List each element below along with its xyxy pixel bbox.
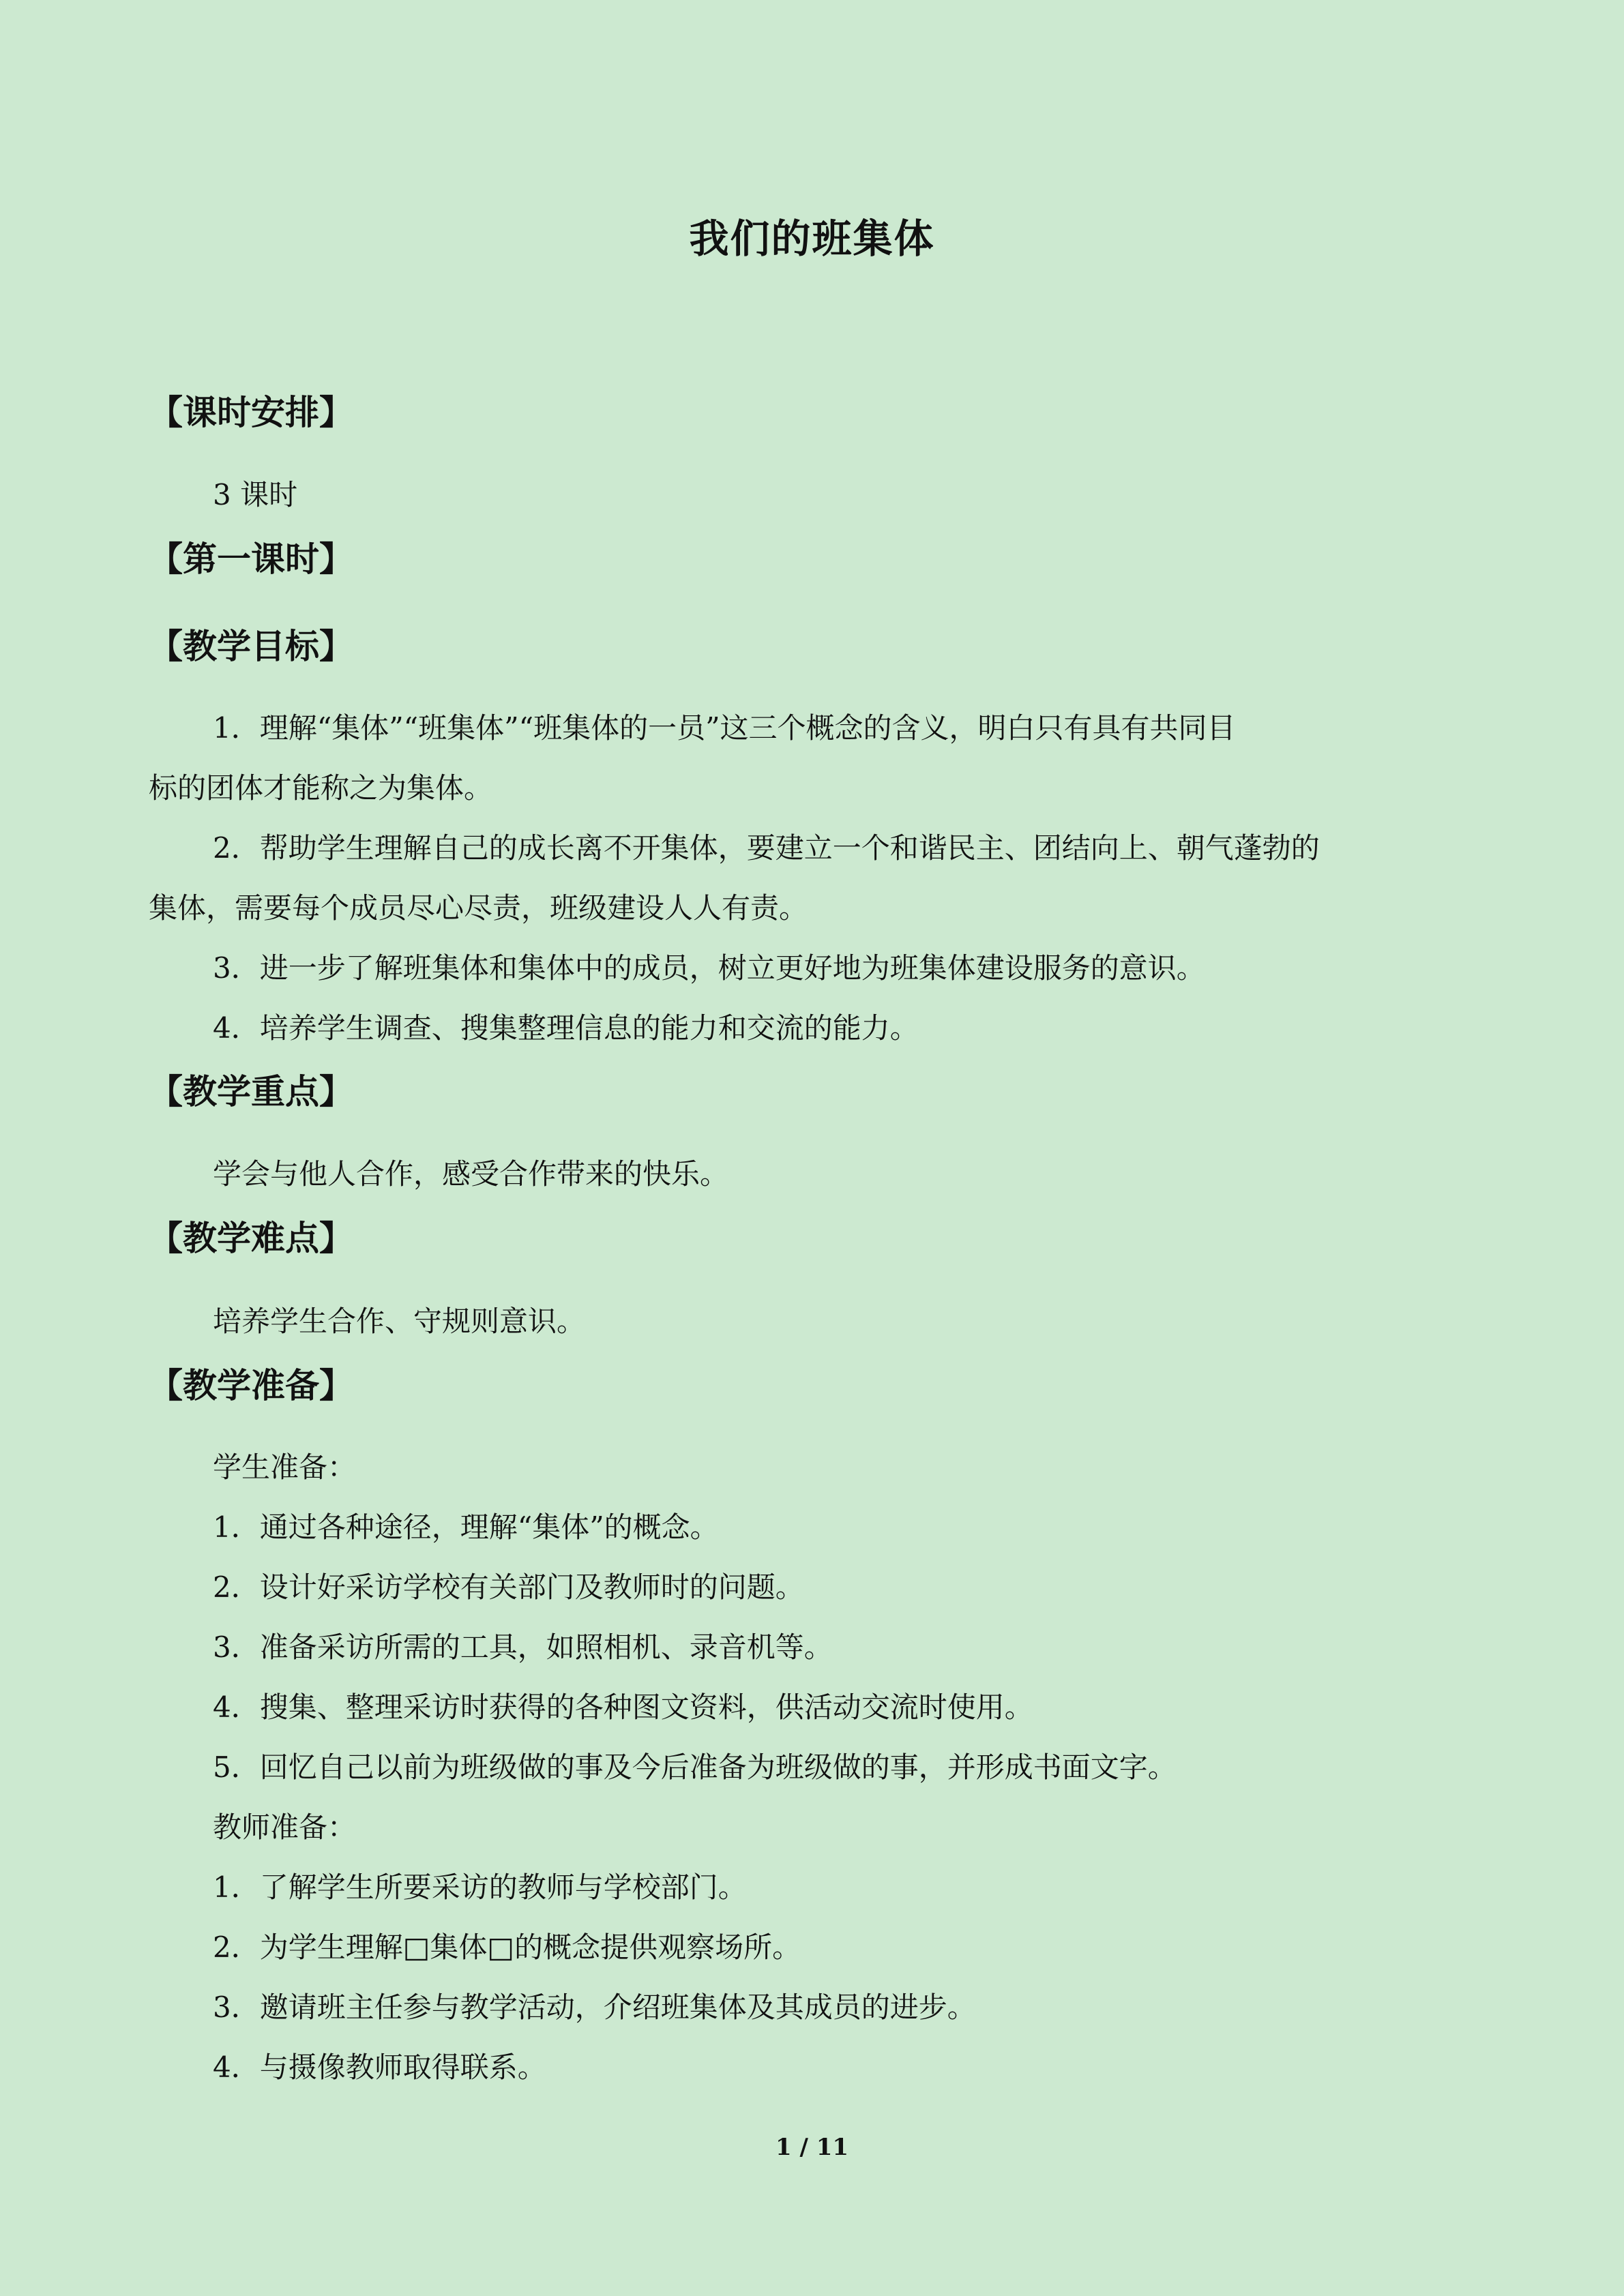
student-preparation-label: 学生准备： — [213, 1450, 357, 1484]
heading-objectives: 【教学目标】 — [149, 627, 353, 666]
student-preparation-item: 3．准备采访所需的工具，如照相机、录音机等。 — [213, 1630, 833, 1664]
objective-line: 4．培养学生调查、搜集整理信息的能力和交流的能力。 — [213, 1011, 919, 1045]
objective-line: 3．进一步了解班集体和集体中的成员，树立更好地为班集体建设服务的意识。 — [213, 951, 1205, 985]
teacher-preparation-item: 4．与摄像教师取得联系。 — [213, 2051, 546, 2084]
teacher-preparation-item: 1．了解学生所要采访的教师与学校部门。 — [213, 1870, 747, 1904]
heading-difficulties: 【教学难点】 — [149, 1219, 353, 1258]
schedule-text: 3 课时 — [213, 478, 298, 511]
student-preparation-item: 2．设计好采访学校有关部门及教师时的问题。 — [213, 1570, 804, 1604]
teacher-preparation-label: 教师准备： — [213, 1810, 357, 1844]
objective-line: 集体，需要每个成员尽心尽责，班级建设人人有责。 — [149, 891, 808, 925]
objective-line: 1．理解“集体”“班集体”“班集体的一员”这三个概念的含义，明白只有具有共同目 — [213, 711, 1236, 745]
student-preparation-item: 5．回忆自己以前为班级做的事及今后准备为班级做的事，并形成书面文字。 — [213, 1750, 1177, 1784]
heading-schedule: 【课时安排】 — [149, 393, 353, 432]
student-preparation-item: 4．搜集、整理采访时获得的各种图文资料，供活动交流时使用。 — [213, 1690, 1033, 1724]
objective-line: 2．帮助学生理解自己的成长离不开集体，要建立一个和谐民主、团结向上、朝气蓬勃的 — [213, 831, 1320, 865]
objective-line: 标的团体才能称之为集体。 — [149, 771, 493, 805]
document-title: 我们的班集体 — [689, 215, 935, 262]
heading-preparation: 【教学准备】 — [149, 1366, 353, 1405]
difficulties-text: 培养学生合作、守规则意识。 — [213, 1304, 586, 1338]
key-points-text: 学会与他人合作，感受合作带来的快乐。 — [213, 1157, 729, 1191]
student-preparation-item: 1．通过各种途径，理解“集体”的概念。 — [213, 1510, 719, 1544]
teacher-preparation-item: 3．邀请班主任参与教学活动，介绍班集体及其成员的进步。 — [213, 1991, 976, 2024]
page-number: 1 / 11 — [775, 2134, 849, 2161]
heading-first-lesson: 【第一课时】 — [149, 539, 353, 579]
teacher-preparation-item: 2．为学生理解□集体□的概念提供观察场所。 — [213, 1930, 801, 1964]
heading-key-points: 【教学重点】 — [149, 1072, 353, 1112]
